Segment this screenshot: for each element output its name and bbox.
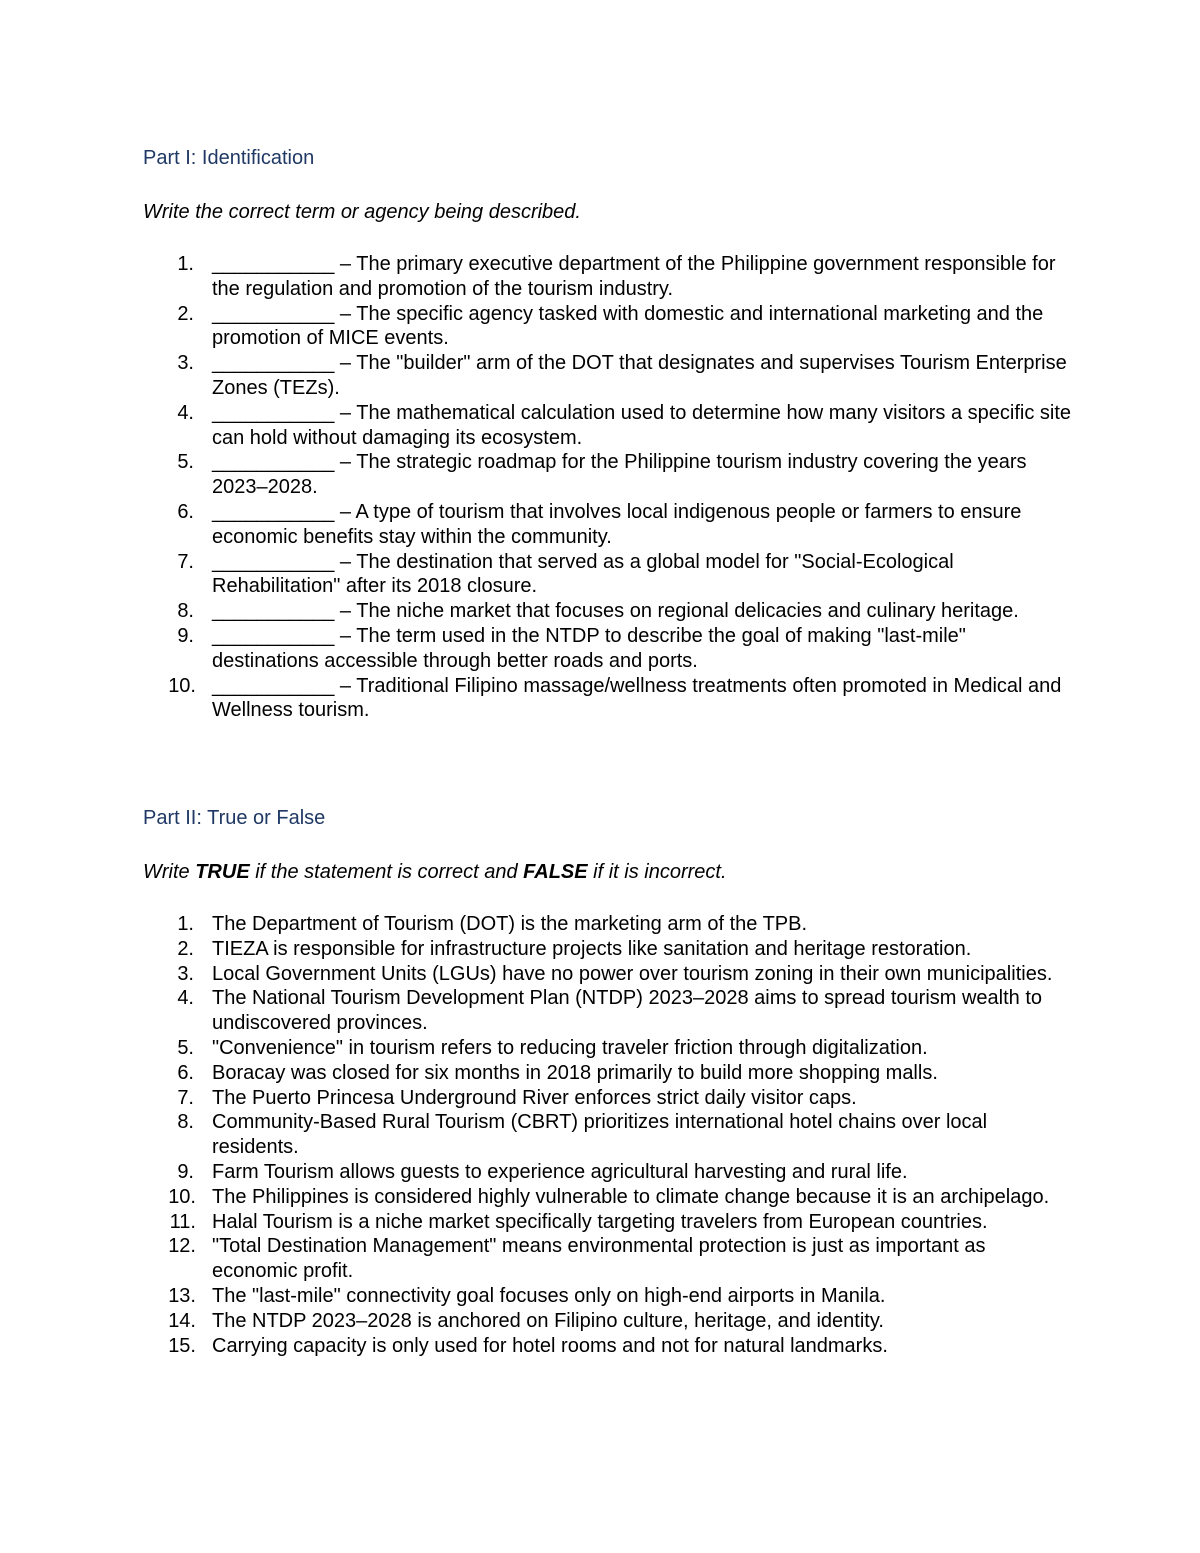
list-item: [0, 1185, 1072, 1210]
item-text: The NTDP 2023–2028 is anchored on Filipino culture, heritage, and identity.: [212, 1309, 884, 1332]
item-number: 5.: [177, 1036, 194, 1059]
list-item: [0, 500, 1072, 550]
answer-blank: ___________: [212, 550, 335, 573]
item-number: 4.: [177, 401, 194, 424]
item-number: 13.: [168, 1284, 196, 1307]
list-item: [0, 401, 1072, 451]
item-text: The Puerto Princesa Underground River enforces strict daily visitor caps.: [212, 1086, 857, 1109]
item-text: Farm Tourism allows guests to experience agricultural harvesting and rural life.: [212, 1160, 908, 1183]
answer-blank: ___________: [212, 674, 335, 697]
answer-blank: ___________: [212, 352, 335, 375]
answer-blank: ___________: [212, 302, 335, 325]
item-number: 6.: [177, 1061, 194, 1084]
answer-blank: ___________: [212, 500, 335, 523]
item-number: 12.: [168, 1235, 196, 1258]
item-number: 3.: [177, 352, 194, 375]
item-number: 10.: [168, 674, 196, 697]
list-item: [0, 1309, 1072, 1334]
item-number: 5.: [177, 451, 194, 474]
item-number: 8.: [177, 1111, 194, 1134]
item-number: 6.: [177, 500, 194, 523]
item-number: 11.: [169, 1210, 196, 1233]
instruction-text: if it is incorrect.: [587, 861, 727, 883]
part2-question-list: [0, 912, 1200, 1358]
item-text: – The specific agency tasked with domestic and international marketing and the promotion of MICE events.: [212, 302, 1044, 350]
false-keyword: FALSE: [523, 861, 588, 883]
list-item: [0, 1036, 1072, 1061]
answer-blank: ___________: [212, 401, 335, 424]
list-item: [0, 550, 1072, 600]
list-item: [0, 937, 1072, 962]
item-number: 3.: [177, 962, 194, 985]
item-text: "Convenience" in tourism refers to reducing traveler friction through digitalization.: [212, 1036, 928, 1059]
item-number: 14.: [168, 1309, 196, 1332]
item-text: The National Tourism Development Plan (NTDP) 2023–2028 aims to spread tourism wealth to undiscovered provinces.: [212, 987, 1043, 1035]
answer-blank: ___________: [212, 624, 335, 647]
part1-question-list: [0, 252, 1200, 723]
item-text: Carrying capacity is only used for hotel rooms and not for natural landmarks.: [212, 1334, 888, 1357]
list-item: [0, 1061, 1072, 1086]
item-text: – Traditional Filipino massage/wellness treatments often promoted in Medical and Wellness tourism.: [212, 674, 1062, 722]
item-number: 2.: [177, 302, 194, 325]
item-text: – The destination that served as a global model for "Social-Ecological Rehabilitation" after its 2018 closure.: [212, 550, 954, 598]
list-item: [0, 912, 1072, 937]
list-item: [0, 450, 1072, 500]
item-text: The "last-mile" connectivity goal focuses only on high-end airports in Manila.: [212, 1284, 886, 1307]
item-number: 1.: [177, 913, 194, 935]
instruction-text: if the statement is correct and: [249, 861, 524, 883]
instruction-text: Write: [143, 861, 196, 883]
item-number: 7.: [177, 1086, 194, 1109]
list-item: [0, 1284, 1072, 1309]
list-item: [0, 599, 1072, 624]
item-number: 4.: [177, 987, 194, 1010]
item-number: 7.: [177, 550, 194, 573]
item-text: – The term used in the NTDP to describe the goal of making "last-mile" destinations accessible through better roads and ports.: [212, 624, 966, 672]
part2-heading: Part II: True or False: [143, 807, 326, 829]
item-number: 8.: [177, 600, 194, 623]
item-text: The Department of Tourism (DOT) is the marketing arm of the TPB.: [212, 913, 808, 935]
item-text: – The primary executive department of the Philippine government responsible for the regulation and promotion of the tourism industry.: [212, 253, 1056, 300]
item-text: – The niche market that focuses on regional delicacies and culinary heritage.: [334, 600, 1019, 623]
item-text: Local Government Units (LGUs) have no power over tourism zoning in their own municipalities.: [212, 962, 1053, 985]
list-item: [0, 674, 1072, 724]
list-item: [0, 962, 1072, 987]
part1-instruction: Write the correct term or agency being described.: [143, 201, 581, 223]
item-number: 2.: [177, 937, 194, 960]
list-item: [0, 252, 1072, 302]
item-text: TIEZA is responsible for infrastructure projects like sanitation and heritage restoration.: [212, 937, 972, 960]
part1-heading: Part I: Identification: [143, 147, 315, 169]
list-item: [0, 1160, 1072, 1185]
list-item: [0, 302, 1072, 352]
item-text: "Total Destination Management" means environmental protection is just as important as economic profit.: [212, 1235, 986, 1283]
item-text: Boracay was closed for six months in 2018 primarily to build more shopping malls.: [212, 1061, 938, 1084]
item-text: The Philippines is considered highly vulnerable to climate change because it is an archipelago.: [212, 1185, 1050, 1208]
list-item: [0, 1086, 1072, 1111]
true-keyword: TRUE: [195, 861, 250, 883]
list-item: [0, 1210, 1072, 1235]
part2-instruction: [143, 860, 727, 884]
item-number: 15.: [168, 1334, 196, 1357]
item-text: – The strategic roadmap for the Philippine tourism industry covering the years 2023–2028.: [212, 451, 1027, 499]
answer-blank: ___________: [212, 600, 335, 623]
list-item: [0, 986, 1072, 1036]
item-text: – The mathematical calculation used to determine how many visitors a specific site can hold without damaging its ecosystem.: [212, 401, 1071, 449]
list-item: [0, 1110, 1072, 1160]
item-number: 9.: [177, 1160, 194, 1183]
item-number: 9.: [177, 624, 194, 647]
answer-blank: ___________: [212, 451, 335, 474]
item-number: 10.: [168, 1185, 196, 1208]
list-item: [0, 1234, 1072, 1284]
item-text: – A type of tourism that involves local indigenous people or farmers to ensure economic benefits stay within the community.: [212, 500, 1022, 548]
item-text: – The "builder" arm of the DOT that designates and supervises Tourism Enterprise Zones (TEZs).: [212, 352, 1067, 399]
item-number: 1.: [177, 253, 194, 275]
item-text: Halal Tourism is a niche market specifically targeting travelers from European countries.: [212, 1210, 988, 1233]
list-item: [0, 624, 1072, 674]
list-item: [0, 1334, 1072, 1359]
list-item: [0, 351, 1072, 401]
item-text: Community-Based Rural Tourism (CBRT) prioritizes international hotel chains over local residents.: [212, 1111, 988, 1159]
answer-blank: ___________: [212, 253, 335, 275]
